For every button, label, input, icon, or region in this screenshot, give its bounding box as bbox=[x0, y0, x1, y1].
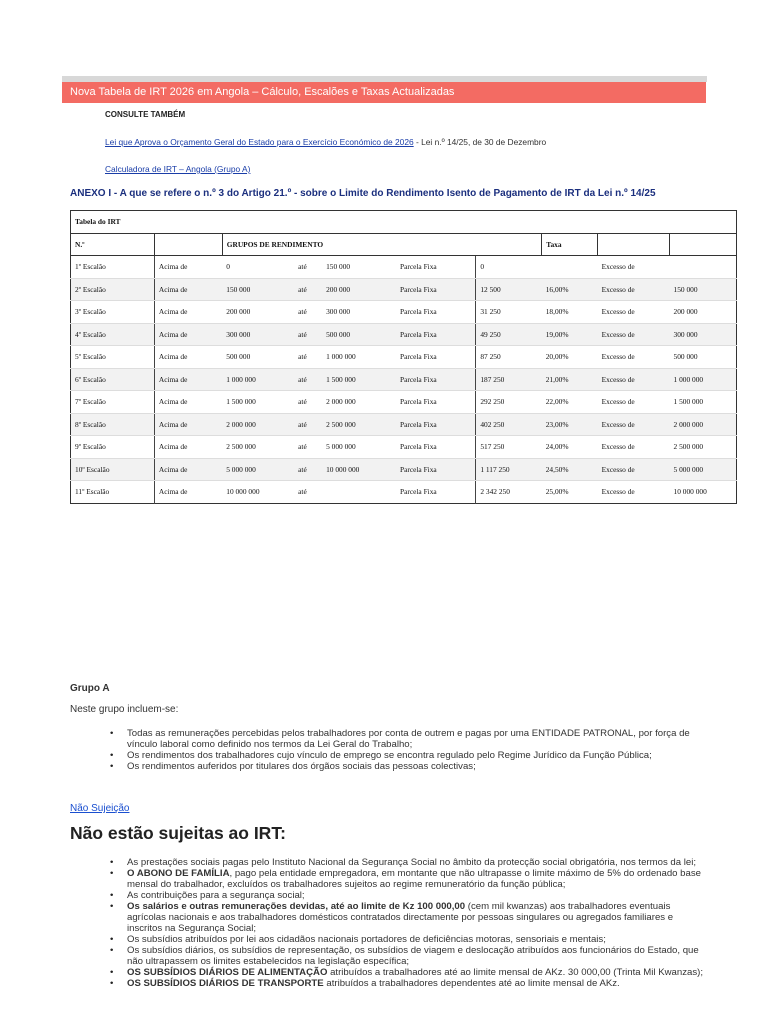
table-cell: 19,00% bbox=[542, 323, 598, 346]
table-cell: 500 000 bbox=[222, 346, 294, 369]
table-row bbox=[71, 481, 737, 504]
table-cell: Acima de bbox=[154, 413, 222, 436]
table-cell: 2 500 000 bbox=[670, 436, 737, 459]
list-item bbox=[127, 890, 707, 901]
table-cell: Parcela Fixa bbox=[399, 487, 437, 497]
table-cell bbox=[670, 256, 737, 279]
list-item-text: (cem mil kwanzas) aos trabalhadores eventuais agrícolas nacionais e aos trabalhadores domésticos contratados directamente por pessoas singulares ou agregados familiares e inscritos na Segurança Social; bbox=[127, 901, 674, 934]
related-link-line-2 bbox=[105, 164, 250, 174]
table-cell: 87 250 bbox=[476, 346, 542, 369]
table-cell: 23,00% bbox=[542, 413, 598, 436]
nao-sujeicao-link[interactable]: Não Sujeição bbox=[70, 803, 130, 814]
table-cell: até bbox=[294, 413, 322, 436]
table-row bbox=[71, 323, 737, 346]
table-cell: 16,00% bbox=[542, 278, 598, 301]
table-cell: Acima de bbox=[154, 301, 222, 324]
table-cell: 1 500 000 bbox=[322, 368, 396, 391]
table-cell: 150 000 bbox=[222, 278, 294, 301]
table-row bbox=[71, 346, 737, 369]
table-cell: 20,00% bbox=[542, 346, 598, 369]
table-cell: Parcela Fixa bbox=[396, 391, 476, 414]
table-cell: 0 bbox=[476, 256, 542, 279]
table-cell: Excesso de bbox=[598, 323, 670, 346]
header-blank-3 bbox=[670, 233, 737, 256]
list-item: • Os rendimentos auferidos por titulares dos órgãos sociais das pessoas colectivas; bbox=[127, 761, 707, 772]
table-cell: 10 000 000 bbox=[226, 487, 260, 497]
table-cell: Acima de bbox=[154, 436, 222, 459]
list-item-text: As prestações sociais pagas pelo Instituto Nacional da Segurança Social no âmbito da protecção social obrigatória, nos termos da lei; bbox=[127, 857, 697, 868]
anexo-title: ANEXO I - A que se refere o n.º 3 do Artigo 21.º - sobre o Limite do Rendimento Isento de Pagamento de IRT da Lei n.º 14/25 bbox=[70, 188, 656, 199]
related-link-line-1 bbox=[105, 137, 546, 147]
table-cell: 25,00% bbox=[545, 487, 569, 497]
list-item-text: As contribuições para a segurança social; bbox=[127, 890, 305, 901]
list-item-text: Os subsídios diários, os subsídios de representação, os subsídios de viagem e deslocação atribuídos aos funcionários do Estado, que não ultrapassem os limites estabelecidos na legislação específica; bbox=[127, 945, 699, 967]
table-cell: até bbox=[294, 278, 322, 301]
table-cell: Excesso de bbox=[598, 278, 670, 301]
header-grupos: GRUPOS DE RENDIMENTO bbox=[222, 233, 541, 256]
table-cell: Excesso de bbox=[598, 256, 670, 279]
table-cell: Excesso de bbox=[598, 301, 670, 324]
table-cell: 2 500 000 bbox=[222, 436, 294, 459]
list-item: • Os rendimentos dos trabalhadores cujo vínculo de emprego se encontra regulado pelo Regime Jurídico da Função Pública; bbox=[127, 750, 707, 761]
table-cell: 500 000 bbox=[322, 323, 396, 346]
table-cell: até bbox=[294, 368, 322, 391]
table-cell: 517 250 bbox=[476, 436, 542, 459]
table-cell: Acima de bbox=[154, 346, 222, 369]
table-cell: Parcela Fixa bbox=[396, 413, 476, 436]
table-cell: 21,00% bbox=[542, 368, 598, 391]
table-cell bbox=[322, 481, 396, 504]
table-cell: Parcela Fixa bbox=[396, 323, 476, 346]
table-cell: 200 000 bbox=[222, 301, 294, 324]
table-cell: 2 000 000 bbox=[222, 413, 294, 436]
nao-sujeicao-heading: Não estão sujeitas ao IRT: bbox=[70, 823, 286, 843]
table-cell: Acima de bbox=[154, 481, 222, 504]
table-cell: 24,50% bbox=[542, 458, 598, 481]
table-row bbox=[71, 368, 737, 391]
table-cell: 187 250 bbox=[476, 368, 542, 391]
table-cell: até bbox=[294, 323, 322, 346]
list-item bbox=[127, 868, 707, 890]
table-cell: 300 000 bbox=[222, 323, 294, 346]
table-cell: Excesso de bbox=[598, 436, 670, 459]
table-cell: 2 000 000 bbox=[322, 391, 396, 414]
table-cell: 5 000 000 bbox=[322, 436, 396, 459]
table-cell: 500 000 bbox=[670, 346, 737, 369]
table-cell: até bbox=[294, 436, 322, 459]
header-num: N.º bbox=[71, 233, 155, 256]
table-cell: Excesso de bbox=[598, 458, 670, 481]
list-item-bold: O ABONO DE FAMÍLIA bbox=[127, 868, 230, 879]
table-cell: Parcela Fixa bbox=[396, 301, 476, 324]
grupo-a-heading: Grupo A bbox=[70, 683, 110, 694]
irt-table bbox=[70, 210, 737, 504]
nao-sujeicao-list bbox=[127, 857, 707, 989]
table-cell: 2º Escalão bbox=[71, 278, 155, 301]
table-cell: 7º Escalão bbox=[71, 391, 155, 414]
table-cell: 1 117 250 bbox=[476, 458, 542, 481]
table-cell: 1 500 000 bbox=[222, 391, 294, 414]
list-item-text: atribuídos a trabalhadores dependentes até ao limite mensal de AKz. bbox=[323, 978, 620, 989]
page-title-banner: Nova Tabela de IRT 2026 em Angola – Cálculo, Escalões e Taxas Actualizadas bbox=[62, 82, 706, 103]
table-title: Tabela do IRT bbox=[71, 211, 737, 234]
table-row bbox=[71, 256, 737, 279]
table-cell: 9º Escalão bbox=[71, 436, 155, 459]
table-cell: 1 500 000 bbox=[670, 391, 737, 414]
table-cell: 18,00% bbox=[542, 301, 598, 324]
table-cell: 12 500 bbox=[476, 278, 542, 301]
table-cell: 2 000 000 bbox=[670, 413, 737, 436]
table-cell: 292 250 bbox=[476, 391, 542, 414]
table-cell: 150 000 bbox=[322, 256, 396, 279]
list-item bbox=[127, 967, 707, 978]
table-cell: Parcela Fixa bbox=[396, 368, 476, 391]
list-item bbox=[127, 934, 707, 945]
table-cell: 49 250 bbox=[476, 323, 542, 346]
table-cell: Excesso de bbox=[601, 487, 635, 497]
table-cell: Acima de bbox=[154, 278, 222, 301]
table-cell: Acima de bbox=[154, 368, 222, 391]
list-item bbox=[127, 901, 707, 934]
table-cell: 10 000 000 bbox=[322, 458, 396, 481]
table-cell: Excesso de bbox=[598, 391, 670, 414]
table-cell: 24,00% bbox=[542, 436, 598, 459]
table-cell: até bbox=[294, 458, 322, 481]
table-cell: 2 500 000 bbox=[322, 413, 396, 436]
table-cell: 300 000 bbox=[322, 301, 396, 324]
table-cell: Parcela Fixa bbox=[396, 458, 476, 481]
table-row bbox=[71, 391, 737, 414]
table-cell: até bbox=[294, 256, 322, 279]
table-cell bbox=[542, 256, 598, 279]
table-cell: 0 bbox=[222, 256, 294, 279]
table-cell: Acima de bbox=[154, 256, 222, 279]
table-cell: 200 000 bbox=[322, 278, 396, 301]
table-cell: 1 000 000 bbox=[222, 368, 294, 391]
oge-2026-suffix: - Lei n.º 14/25, de 30 de Dezembro bbox=[413, 137, 547, 147]
header-taxa: Taxa bbox=[542, 233, 598, 256]
table-cell: 200 000 bbox=[670, 301, 737, 324]
list-item bbox=[127, 978, 707, 989]
table-cell: Excesso de bbox=[598, 413, 670, 436]
table-row bbox=[71, 413, 737, 436]
list-item-bold: Os salários e outras remunerações devidas, até ao limite de Kz 100 000,00 bbox=[127, 901, 466, 912]
oge-2026-link[interactable]: Lei que Aprova o Orçamento Geral do Estado para o Exercício Económico de 2026 bbox=[105, 137, 414, 147]
table-cell: 300 000 bbox=[670, 323, 737, 346]
list-item bbox=[127, 945, 707, 967]
table-cell: Parcela Fixa bbox=[396, 436, 476, 459]
table-cell: Excesso de bbox=[598, 346, 670, 369]
grupo-a-list bbox=[127, 728, 707, 772]
table-cell: Acima de bbox=[154, 323, 222, 346]
table-cell: 31 250 bbox=[476, 301, 542, 324]
table-cell: 5º Escalão bbox=[71, 346, 155, 369]
table-cell: Parcela Fixa bbox=[396, 256, 476, 279]
table-cell: Parcela Fixa bbox=[396, 346, 476, 369]
table-row bbox=[71, 458, 737, 481]
irt-calculator-link[interactable]: Calculadora de IRT – Angola (Grupo A) bbox=[105, 164, 251, 174]
list-item-text: atribuídos a trabalhadores até ao limite mensal de AKz. 30 000,00 (Trinta Mil Kwanzas); bbox=[327, 967, 704, 978]
table-cell: 1º Escalão bbox=[71, 256, 155, 279]
table-row bbox=[71, 436, 737, 459]
table-cell: 5 000 000 bbox=[222, 458, 294, 481]
table-cell: 5 000 000 bbox=[670, 458, 737, 481]
list-item-bold: OS SUBSÍDIOS DIÁRIOS DE TRANSPORTE bbox=[127, 978, 324, 989]
table-cell: até bbox=[298, 487, 307, 497]
list-item-text: , pago pela entidade empregadora, em montante que não ultrapasse o limite máximo de 5% do ordenado base mensal do trabalhador, excluídos os trabalhadores sujeitos ao regime remuneratório da função pública; bbox=[127, 868, 701, 890]
list-item: • Todas as remunerações percebidas pelos trabalhadores por conta de outrem e pagas por uma ENTIDADE PATRONAL, por força de vínculo laboral como definido nos termos da Lei Geral do Trabalho; bbox=[127, 728, 707, 750]
table-cell: 150 000 bbox=[670, 278, 737, 301]
list-item bbox=[127, 857, 707, 868]
table-cell: 11º Escalão bbox=[75, 487, 110, 497]
list-item-bold: OS SUBSÍDIOS DIÁRIOS DE ALIMENTAÇÃO bbox=[127, 967, 328, 978]
header-blank-2 bbox=[598, 233, 670, 256]
header-blank bbox=[154, 233, 222, 256]
table-cell: 3º Escalão bbox=[71, 301, 155, 324]
table-cell: Parcela Fixa bbox=[396, 278, 476, 301]
table-cell: 4º Escalão bbox=[71, 323, 155, 346]
table-cell: Acima de bbox=[154, 391, 222, 414]
table-row bbox=[71, 301, 737, 324]
table-cell: Acima de bbox=[154, 458, 222, 481]
table-cell: 22,00% bbox=[542, 391, 598, 414]
table-cell: 10º Escalão bbox=[71, 458, 155, 481]
table-cell: até bbox=[294, 391, 322, 414]
grupo-a-intro: Neste grupo incluem-se: bbox=[70, 704, 179, 715]
table-cell: 2 342 250 bbox=[476, 481, 542, 504]
table-cell: até bbox=[294, 301, 322, 324]
table-cell: 402 250 bbox=[476, 413, 542, 436]
list-item-text: Os subsídios atribuídos por lei aos cidadãos nacionais portadores de deficiências motoras, sensoriais e mentais; bbox=[127, 934, 606, 945]
consulte-heading: CONSULTE TAMBÉM bbox=[105, 110, 186, 119]
table-cell: 1 000 000 bbox=[322, 346, 396, 369]
table-cell: 8º Escalão bbox=[71, 413, 155, 436]
table-cell: até bbox=[294, 346, 322, 369]
table-cell: 10 000 000 bbox=[673, 487, 707, 497]
table-cell: Excesso de bbox=[598, 368, 670, 391]
table-cell: 6º Escalão bbox=[71, 368, 155, 391]
table-row bbox=[71, 278, 737, 301]
table-cell: 1 000 000 bbox=[670, 368, 737, 391]
